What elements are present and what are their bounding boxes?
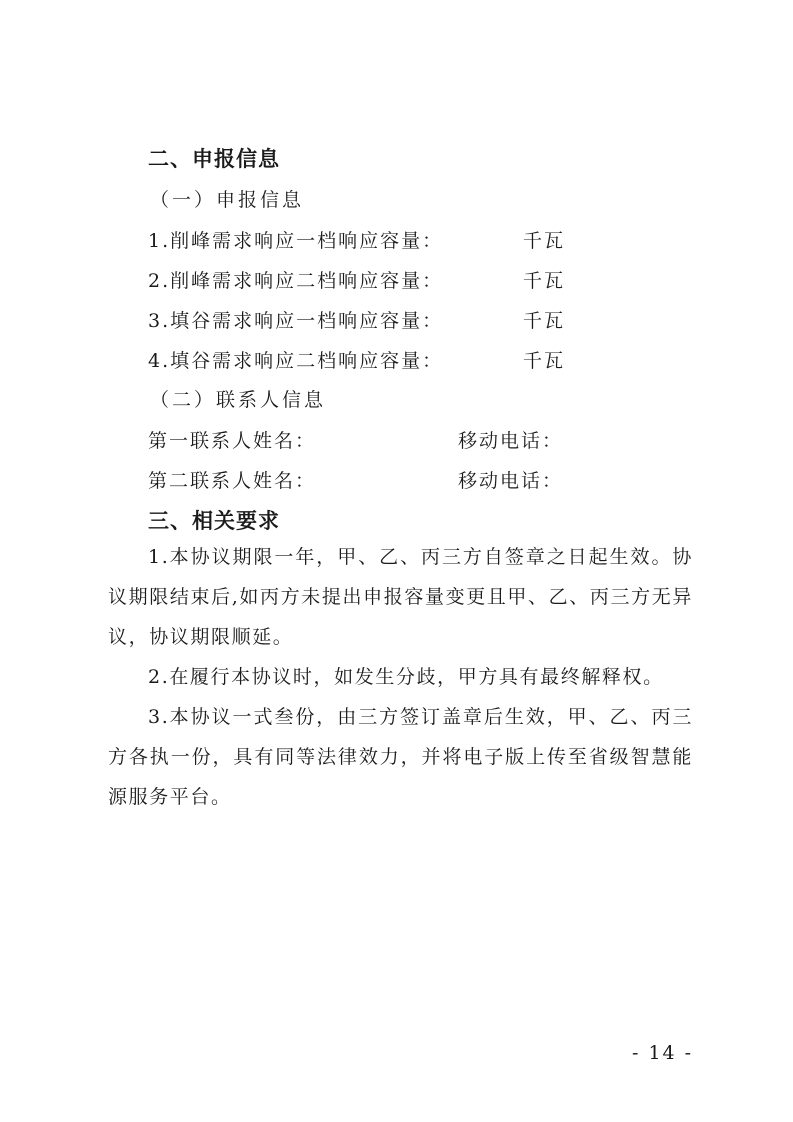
- capacity-item-label: 1.削峰需求响应一档响应容量：: [148, 230, 444, 252]
- capacity-item-label: 3.填谷需求响应一档响应容量：: [148, 310, 444, 332]
- contact-name-label: 第一联系人姓名：: [148, 430, 317, 452]
- requirement-paragraph: 2.在履行本协议时，如发生分歧，甲方具有最终解释权。: [148, 666, 664, 688]
- section-heading-requirements: 三、相关要求: [148, 509, 280, 533]
- capacity-item-unit: 千瓦: [523, 230, 566, 252]
- contact-phone-label: 移动电话：: [458, 470, 564, 492]
- subsection-heading-declaration-info: （一）申报信息: [150, 189, 305, 211]
- capacity-item-label: 4.填谷需求响应二档响应容量：: [148, 350, 444, 372]
- capacity-item-label: 2.削峰需求响应二档响应容量：: [148, 270, 444, 292]
- capacity-item-unit: 千瓦: [523, 270, 566, 292]
- requirement-paragraph: 1.本协议期限一年，甲、乙、丙三方自签章之日起生效。协议期限结束后,如丙方未提出申报容量变更且甲、乙、丙三方无异议，协议期限顺延。: [108, 546, 693, 648]
- page-number: - 14 -: [632, 1042, 694, 1064]
- subsection-heading-contact-info: （二）联系人信息: [150, 389, 327, 411]
- contact-phone-label: 移动电话：: [458, 430, 564, 452]
- capacity-item-unit: 千瓦: [523, 350, 566, 372]
- requirement-paragraph: 3.本协议一式叁份，由三方签订盖章后生效，甲、乙、丙三方各执一份，具有同等法律效力，并将电子版上传至省级智慧能源服务平台。: [108, 706, 693, 808]
- section-heading-declaration-info: 二、申报信息: [148, 147, 280, 171]
- contact-name-label: 第二联系人姓名：: [148, 470, 317, 492]
- capacity-item-unit: 千瓦: [523, 310, 566, 332]
